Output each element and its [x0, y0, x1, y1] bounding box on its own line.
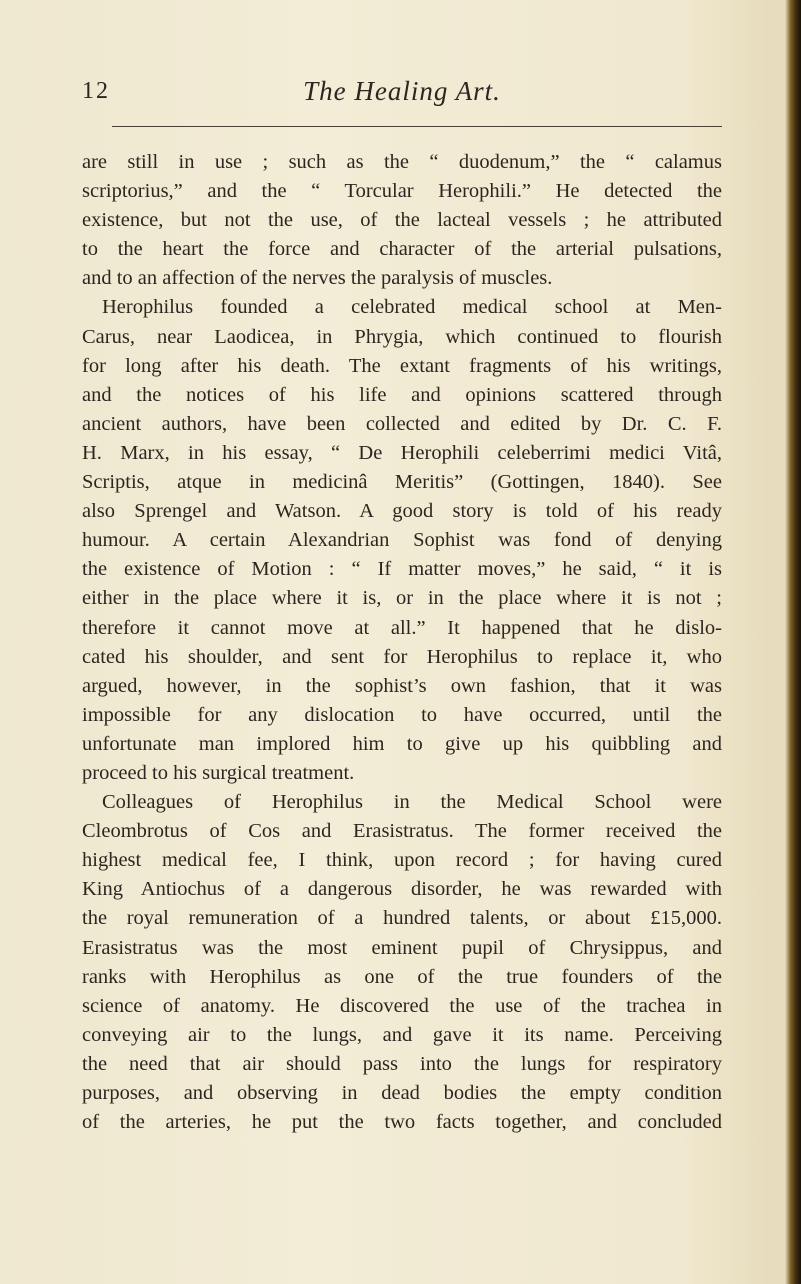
text-line: science of anatomy. He discovered the use of the trachea in: [82, 994, 722, 1017]
text-line: for long after his death. The extant fragments of his writings,: [82, 354, 722, 377]
text-line: H. Marx, in his essay, “ De Herophili celeberrimi medici Vitâ,: [82, 441, 722, 464]
text-line: and the notices of his life and opinions scattered through: [82, 383, 722, 406]
page-number: 12: [82, 78, 110, 104]
page-header: [82, 70, 722, 110]
text-line: ranks with Herophilus as one of the true founders of the: [82, 965, 722, 988]
text-line: of the arteries, he put the two facts together, and concluded: [82, 1111, 722, 1134]
text-line: impossible for any dislocation to have occurred, until the: [82, 703, 722, 726]
text-line: purposes, and observing in dead bodies the empty condition: [82, 1082, 722, 1104]
text-line: Carus, near Laodicea, in Phrygia, which continued to flourish: [82, 325, 722, 348]
text-line: conveying air to the lungs, and gave it its name. Perceiving: [82, 1023, 722, 1046]
text-line: to the heart the force and character of the arterial pulsations,: [82, 238, 722, 261]
text-line: Herophilus founded a celebrated medical school at Men-: [102, 296, 722, 319]
text-line: are still in use ; such as the “ duodenum,” the “ calamus: [82, 151, 722, 173]
text-line: King Antiochus of a dangerous disorder, he was rewarded with: [82, 878, 722, 901]
text-line: unfortunate man implored him to give up his quibbling and: [82, 732, 722, 755]
text-line: Cleombrotus of Cos and Erasistratus. The former received the: [82, 820, 722, 843]
text-line: argued, however, in the sophist’s own fashion, that it was: [82, 674, 722, 697]
text-line: and to an affection of the nerves the paralysis of muscles.: [82, 267, 553, 290]
text-line: Scriptis, atque in medicinâ Meritis” (Gottingen, 1840). See: [82, 471, 722, 494]
text-line: also Sprengel and Watson. A good story is told of his ready: [82, 500, 722, 523]
text-line: either in the place where it is, or in the place where it is not ;: [82, 587, 722, 610]
body-text: [82, 148, 722, 1137]
text-line: the royal remuneration of a hundred talents, or about £15,000.: [82, 907, 722, 930]
text-line: Erasistratus was the most eminent pupil of Chrysippus, and: [82, 936, 722, 959]
text-line: cated his shoulder, and sent for Herophilus to replace it, who: [82, 645, 722, 668]
text-line: existence, but not the use, of the lacteal vessels ; he attributed: [82, 209, 722, 232]
page-edge-shadow: [785, 0, 801, 1284]
text-line: the need that air should pass into the lungs for respiratory: [82, 1052, 722, 1075]
text-line: Colleagues of Herophilus in the Medical School were: [102, 791, 722, 814]
header-rule: [112, 126, 722, 127]
text-line: ancient authors, have been collected and edited by Dr. C. F.: [82, 412, 722, 435]
text-line: proceed to his surgical treatment.: [82, 761, 355, 784]
text-line: humour. A certain Alexandrian Sophist was fond of denying: [82, 529, 722, 552]
text-line: the existence of Motion : “ If matter moves,” he said, “ it is: [82, 558, 722, 581]
text-line: highest medical fee, I think, upon record ; for having cured: [82, 849, 722, 872]
running-title: The Healing Art.: [303, 76, 501, 106]
text-line: therefore it cannot move at all.” It happened that he dislo-: [82, 616, 722, 639]
text-line: scriptorius,” and the “ Torcular Herophili.” He detected the: [82, 180, 722, 203]
